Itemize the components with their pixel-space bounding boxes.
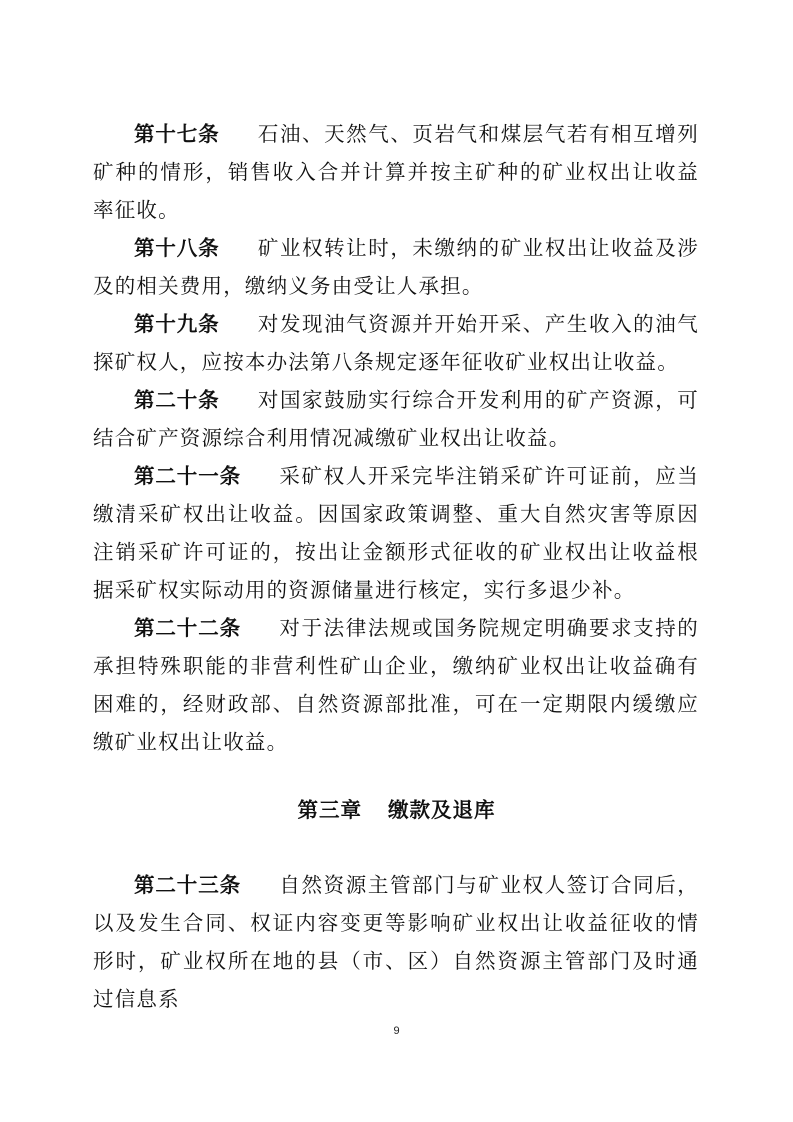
articles-section (93, 115, 699, 761)
article-text: 采矿权人开采完毕注销采矿许可证前，应当缴清采矿权出让收益。因国家政策调整、重大自然灾害等原因注销采矿许可证的，按出让金额形式征收的矿业权出让收益根据采矿权实际动用的资源储量进行核定，实行多退少补。 (93, 464, 699, 602)
chapter-heading (0, 795, 793, 825)
article-23 (93, 866, 699, 1018)
article-label: 第二十二条 (134, 616, 242, 640)
article-21 (93, 457, 699, 609)
article-label: 第二十条 (134, 388, 220, 412)
article-20 (93, 381, 699, 457)
article-label: 第十九条 (134, 312, 220, 336)
article-label: 第二十三条 (134, 873, 242, 897)
articles-section-continued (93, 866, 699, 1018)
article-text: 对发现油气资源并开始开采、产生收入的油气探矿权人，应按本办法第八条规定逐年征收矿业权出让收益。 (93, 312, 699, 374)
article-label: 第十七条 (134, 122, 220, 146)
article-18 (93, 229, 699, 305)
article-text: 自然资源主管部门与矿业权人签订合同后，以及发生合同、权证内容变更等影响矿业权出让收益征收的情形时，矿业权所在地的县（市、区）自然资源主管部门及时通过信息系 (93, 873, 699, 1011)
article-19 (93, 305, 699, 381)
article-label: 第二十一条 (134, 464, 242, 488)
article-text: 矿业权转让时，未缴纳的矿业权出让收益及涉及的相关费用，缴纳义务由受让人承担。 (93, 236, 699, 298)
article-label: 第十八条 (134, 236, 220, 260)
article-text: 对于法律法规或国务院规定明确要求支持的承担特殊职能的非营利性矿山企业，缴纳矿业权出让收益确有困难的，经财政部、自然资源部批准，可在一定期限内缓缴应缴矿业权出让收益。 (93, 616, 699, 754)
chapter-number: 第三章 (297, 798, 362, 822)
article-17 (93, 115, 699, 229)
article-22 (93, 609, 699, 761)
article-text: 石油、天然气、页岩气和煤层气若有相互增列矿种的情形，销售收入合并计算并按主矿种的矿业权出让收益率征收。 (93, 122, 699, 222)
page-number: 9 (393, 1025, 400, 1037)
article-text: 对国家鼓励实行综合开发利用的矿产资源，可结合矿产资源综合利用情况减缴矿业权出让收益。 (93, 388, 699, 450)
chapter-title: 缴款及退库 (388, 798, 496, 822)
